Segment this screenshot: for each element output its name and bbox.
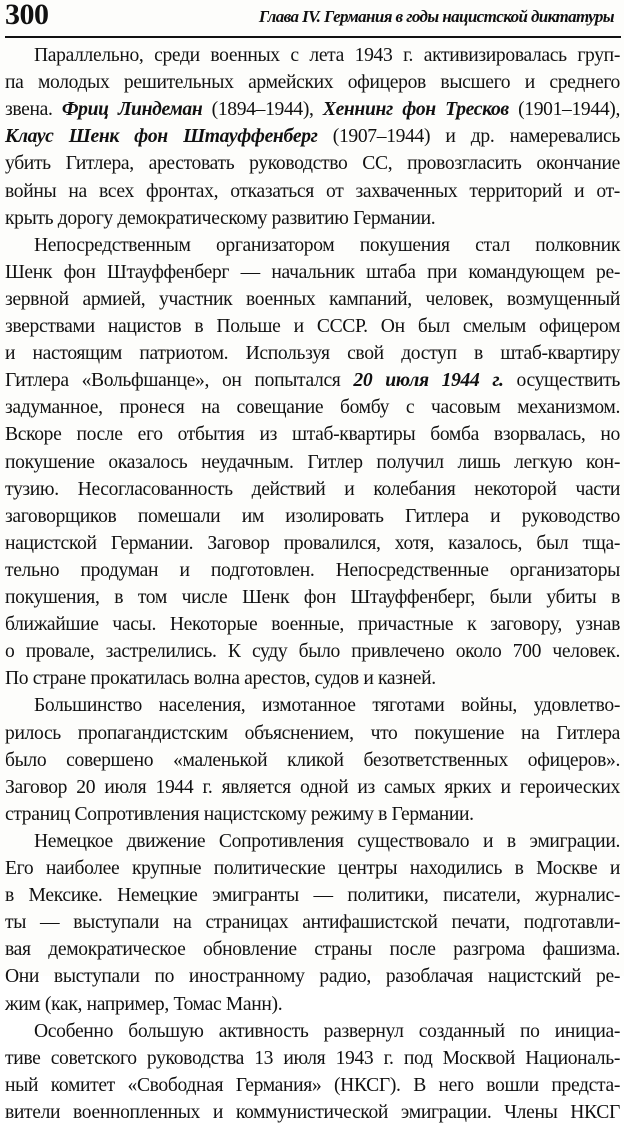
text-line: тельно продуман и подготовлен. Непосредственные организаторы: [5, 559, 620, 581]
text-line: вители военнопленных и коммунистической эмиграции. Члены НКСГ: [5, 1101, 620, 1123]
text-line: и настоящим патриотом. Используя свой доступ в штаб-квартиру: [5, 343, 620, 365]
text-line: нацистской Германии. Заговор провалился, хотя, казалось, был тща-: [5, 532, 620, 554]
text-line: покушение оказалось неудачным. Гитлер получил лишь легкую кон-: [5, 451, 620, 473]
text-line: Клаус Шенк фон Штауффенберг (1907–1944) и др. намеревались: [5, 126, 620, 148]
text-line: Параллельно, среди военных с лета 1943 г. активизировалась груп-: [34, 45, 620, 66]
text-line: ный комитет «Свободная Германия» (НКСГ). В него вошли предста-: [5, 1074, 620, 1096]
text-line: в Мексике. Немецкие эмигранты — политики, писатели, журналис-: [5, 885, 620, 907]
text-line: войны на всех фронтах, отказаться от захваченных территорий и от-: [5, 180, 620, 202]
header-rule: [5, 36, 621, 38]
text-line: о провале, застрелились. К суду было привлечено около 700 человек.: [5, 641, 620, 663]
text-line: Они выступали по иностранному радио, разоблачая нацистский ре-: [5, 966, 620, 988]
text-line: страниц Сопротивления нацистскому режиму в Германии.: [5, 803, 474, 825]
text-line: Шенк фон Штауффенберг — начальник штаба при командующем ре-: [5, 261, 620, 283]
text-line: ты — выступали на страницах антифашистской печати, подготавли-: [5, 912, 620, 934]
text-line: ближайшие часы. Некоторые военные, причастные к заговору, узнав: [5, 614, 620, 636]
text-line: па молодых решительных армейских офицеров высшего и среднего: [5, 72, 620, 94]
text-line: зервной армией, участник военных кампаний, человек, возмущенный: [5, 288, 620, 310]
text-line: Вскоре после его отбытия из штаб-квартиры бомба взорвалась, но: [5, 424, 620, 446]
text-line: Его наиболее крупные политические центры находились в Москве и: [5, 858, 620, 879]
text-line: Немецкое движение Сопротивления существовало и в эмиграции.: [34, 830, 620, 852]
text-line: жим (как, например, Томас Манн).: [5, 993, 283, 1015]
text-line: Особенно большую активность развернул созданный по инициа-: [34, 1020, 620, 1042]
text-line: звена. Фриц Линдеман (1894–1944), Хеннинг фон Тресков (1901–1944),: [5, 99, 620, 121]
text-line: рилось пропагандистским объяснением, что покушение на Гитлера: [5, 722, 620, 744]
text-line: тиве советского руководства 13 июля 1943 г. под Москвой Националь-: [5, 1047, 620, 1069]
text-line: зверствами нацистов в Польше и СССР. Он был смелым офицером: [5, 316, 620, 337]
text-line: заговорщиков помешали им изолировать Гитлера и руководство: [5, 505, 620, 527]
text-line: было совершено «маленькой кликой безответственных офицеров».: [5, 749, 620, 771]
text-line: убить Гитлера, арестовать руководство СС, провозгласить окончание: [5, 153, 620, 175]
page-header: [0, 0, 624, 40]
text-line: Непосредственным организатором покушения стал полковник: [34, 234, 620, 256]
text-line: Заговор 20 июля 1944 г. является одной из самых ярких и героических: [5, 776, 620, 798]
text-line: Гитлера «Вольфшанце», он попытался 20 июля 1944 г. осуществить: [5, 370, 620, 392]
running-head: Глава IV. Германия в годы нацистской диктатуры: [258, 7, 614, 26]
text-line: задуманное, пронеся на совещание бомбу с часовым механизмом.: [5, 397, 620, 419]
text-line: крыть дорогу демократическому развитию Германии.: [5, 207, 436, 229]
text-line: Большинство населения, измотанное тяготами войны, удовлетво-: [34, 695, 620, 717]
text-line: По стране прокатилась волна арестов, судов и казней.: [5, 668, 436, 690]
page-number: 300: [5, 0, 49, 31]
text-line: тузию. Несогласованность действий и колебания некоторой части: [5, 478, 620, 500]
text-line: покушения, в том числе Шенк фон Штауффенберг, были убиты в: [5, 587, 620, 608]
text-line: вая демократическое обновление страны после разгрома фашизма.: [5, 939, 620, 961]
